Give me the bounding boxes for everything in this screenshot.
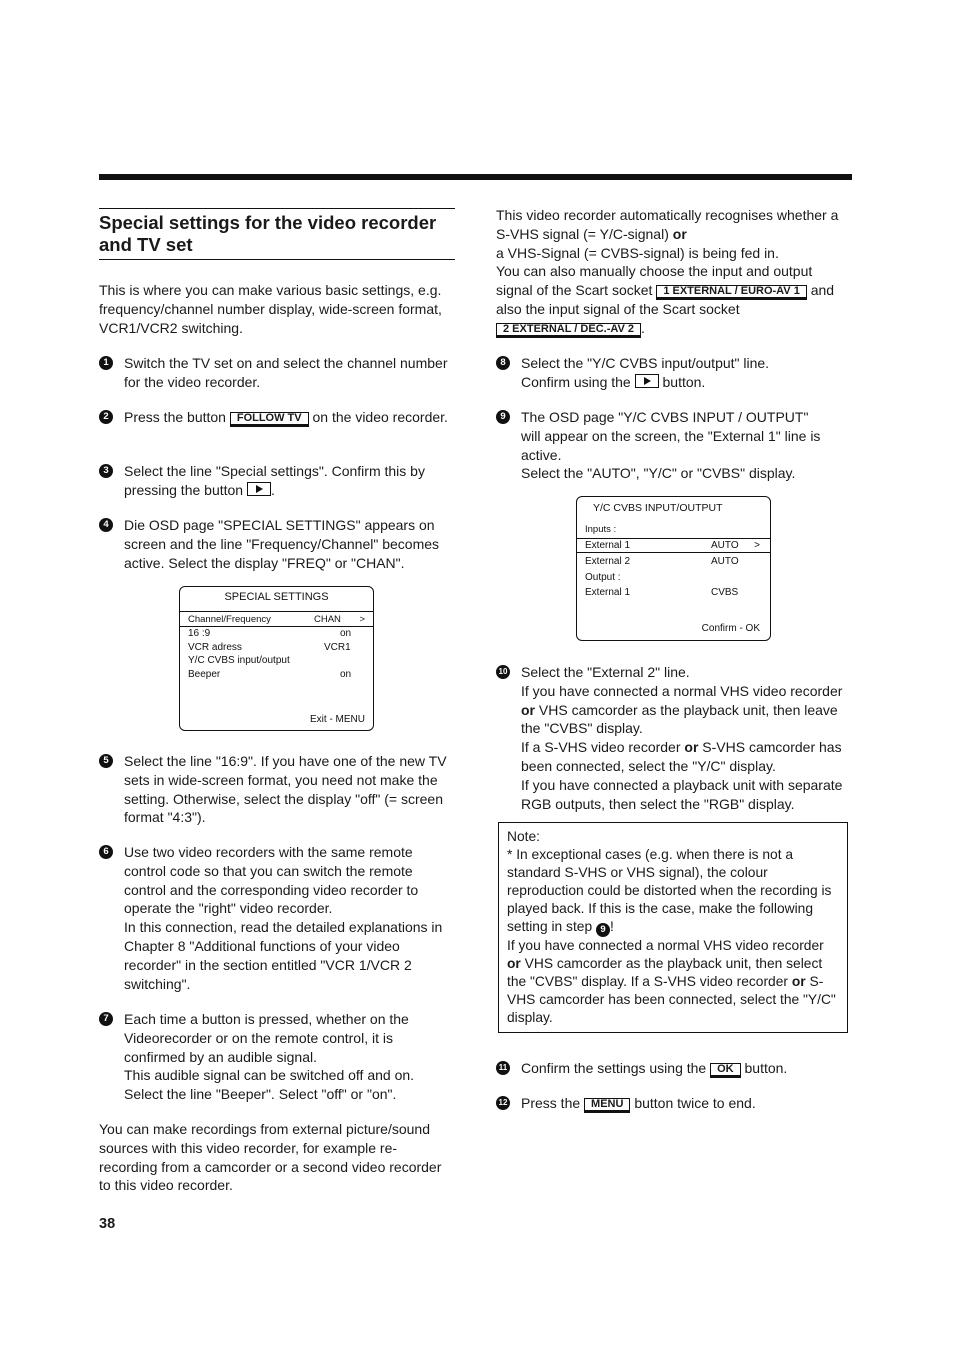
step-text: Select the line "Special settings". Confirm this by pressing the button bbox=[124, 463, 425, 498]
osd-row bbox=[188, 641, 365, 654]
step-text: button. bbox=[662, 373, 706, 390]
osd-row-active bbox=[585, 539, 762, 552]
osd-row-label: VCR adress bbox=[188, 642, 242, 653]
page-number: 38 bbox=[99, 1216, 116, 1232]
osd-footer: Exit - MENU bbox=[310, 714, 365, 725]
osd-row bbox=[188, 668, 365, 681]
outro-paragraph: You can make recordings from external picture/sound sources with this video recorder, for example re-recording from a camcorder or a second video recorder to this video recorder. bbox=[99, 1121, 442, 1194]
step-number: 11 bbox=[496, 1061, 510, 1075]
osd-divider bbox=[180, 611, 373, 612]
osd-row-active bbox=[188, 613, 365, 626]
top-rule bbox=[99, 174, 852, 180]
step-number: 7 bbox=[99, 1012, 113, 1026]
step-text: Select the line "16:9". If you have one of the new TV sets in wide-screen format, you need not make the setting. Otherwise, select the display "off" (= screen format "4:3"). bbox=[124, 753, 447, 826]
osd-row-value: AUTO bbox=[711, 540, 739, 551]
note-box bbox=[498, 822, 848, 1033]
osd-row-label: Y/C CVBS input/output bbox=[188, 655, 290, 666]
step-text: If you have connected a normal VHS video recorder bbox=[521, 682, 843, 699]
ext1-key: 1 EXTERNAL / EURO-AV 1 bbox=[656, 285, 807, 300]
intro-text: and also the input signal of the Scart socket bbox=[496, 282, 835, 318]
ok-key: OK bbox=[710, 1063, 741, 1078]
step-text: The OSD page "Y/C CVBS INPUT / OUTPUT" will appear on the screen, the "External 1" line is active. bbox=[521, 409, 821, 463]
osd-row bbox=[585, 586, 762, 599]
step-text: Press the bbox=[521, 1095, 581, 1111]
step-text: VHS camcorder as the playback unit, then leave the "CVBS" display. bbox=[521, 701, 838, 737]
step-number: 6 bbox=[99, 845, 113, 859]
osd-row-value: on bbox=[340, 669, 352, 680]
step-text: Switch the TV set on and select the channel number for the video recorder. bbox=[124, 355, 448, 390]
emphasis-or: or bbox=[791, 974, 806, 989]
ext2-key: 2 EXTERNAL / DEC.-AV 2 bbox=[496, 323, 641, 338]
step-text: S-VHS camcorder has been connected, select the "Y/C" display. bbox=[521, 739, 842, 774]
osd-inputs-label: Inputs : bbox=[585, 524, 617, 535]
step-number: 9 bbox=[496, 410, 510, 424]
step-text: Press the button bbox=[124, 409, 226, 425]
step-number: 10 bbox=[496, 665, 510, 679]
step-text: Select the "Y/C CVBS input/output" line. bbox=[521, 355, 770, 371]
arrow-right-icon: > bbox=[754, 540, 760, 551]
osd-row-label: Channel/Frequency bbox=[188, 614, 271, 625]
follow-tv-key: FOLLOW TV bbox=[230, 412, 309, 427]
step-text: . bbox=[270, 481, 275, 498]
step-text: This audible signal can be switched off and on. Select the line "Beeper". Select "off" or "on". bbox=[124, 1067, 415, 1103]
note-content: Note: * In exceptional cases (e.g. when there is not a standard S-VHS or VHS signal), the colour reproduction could be distorted when the recording is played back. If this is the case, make the following setting in step 9 ! If you have connected a normal VHS video recorder or VHS camcorder as the playback unit, then select the "CVBS" display. If a S-VHS video recorder or S-VHS camcorder has been connected, select the "Y/C" display. bbox=[507, 828, 841, 1027]
play-key-icon bbox=[247, 482, 271, 496]
step-text: If you have connected a playback unit with separate RGB outputs, then select the "RGB" display. bbox=[521, 776, 843, 812]
step-number: 1 bbox=[99, 356, 113, 370]
right-intro: This video recorder automatically recognises whether a S-VHS signal (= Y/C-signal) or a VHS-Signal (= CVBS-signal) is being fed in. You can also manually choose the input and output signal of the Scart socket 1 EXTERNAL / EURO-AV 1 and also the input signal of the Scart socket 2 EXTERNAL / DEC.-AV 2 . bbox=[496, 207, 839, 336]
step-text: Select the "AUTO", "Y/C" or "CVBS" display. bbox=[521, 465, 796, 482]
step-number: 4 bbox=[99, 518, 113, 532]
osd-row-label: External 1 bbox=[585, 587, 631, 598]
osd-footer: Confirm - OK bbox=[701, 623, 760, 634]
osd-row-value: AUTO bbox=[711, 556, 739, 567]
note-text: * In exceptional cases (e.g. when there is not a standard S-VHS or VHS signal), the colour reproduction could be distorted when the recording is played back. If this is the case, make the following setting in step bbox=[507, 847, 832, 934]
step-text: button. bbox=[744, 1060, 788, 1076]
osd-row-value: CHAN bbox=[314, 614, 341, 625]
step-text: Each time a button is pressed, whether on the Videorecorder or on the remote control, it is confirmed by an audible signal. bbox=[124, 1011, 409, 1065]
osd-special-settings bbox=[179, 586, 374, 731]
step-ref-badge: 9 bbox=[596, 923, 610, 937]
osd-row-label: External 1 bbox=[585, 540, 631, 551]
osd-row-label: External 2 bbox=[585, 556, 631, 567]
osd-title: Y/C CVBS INPUT/OUTPUT bbox=[593, 502, 723, 514]
osd-row-label: Beeper bbox=[188, 669, 221, 680]
osd-row-value: VCR1 bbox=[324, 642, 351, 653]
emphasis-or: or bbox=[672, 225, 687, 242]
step-text: Die OSD page "SPECIAL SETTINGS" appears on screen and the line "Frequency/Channel" becomes active. Select the display "FREQ" or "CHAN". bbox=[124, 517, 440, 571]
step-text: button twice to end. bbox=[634, 1095, 756, 1111]
step-text: Confirm using the bbox=[521, 373, 631, 390]
emphasis-or: or bbox=[521, 701, 535, 718]
step-text: Select the "External 2" line. bbox=[521, 664, 690, 680]
menu-key: MENU bbox=[584, 1098, 630, 1113]
step-text: Confirm the settings using the bbox=[521, 1060, 707, 1076]
arrow-right-icon: > bbox=[359, 614, 365, 625]
intro-text: You can also manually choose the input and output signal of the Scart socket bbox=[496, 263, 813, 299]
osd-row bbox=[188, 654, 365, 667]
osd-divider bbox=[577, 552, 770, 553]
step-text: If a S-VHS video recorder bbox=[521, 739, 681, 756]
play-key-icon bbox=[635, 374, 659, 388]
osd-row-label: 16 :9 bbox=[188, 628, 211, 639]
osd-row bbox=[188, 627, 365, 640]
osd-row-value: on bbox=[340, 628, 352, 639]
intro-text: This video recorder automatically recognises whether a S-VHS signal (= Y/C-signal) bbox=[496, 207, 839, 242]
note-text: If you have connected a normal VHS video recorder bbox=[507, 938, 824, 953]
step-number: 5 bbox=[99, 754, 113, 768]
osd-row-value: CVBS bbox=[711, 587, 739, 598]
step-number: 3 bbox=[99, 464, 113, 478]
intro-paragraph: This is where you can make various basic settings, e.g. frequency/channel number display, wide-screen format, VCR1/VCR2 switching. bbox=[99, 282, 442, 336]
note-text: S-VHS camcorder has been connected, select the "Y/C" display. bbox=[507, 974, 836, 1025]
step-number: 12 bbox=[496, 1096, 510, 1110]
osd-row bbox=[585, 555, 762, 568]
osd-yc-cvbs bbox=[576, 496, 771, 641]
note-text: VHS camcorder as the playback unit, then select the "CVBS" display. If a S-VHS video recorder bbox=[507, 956, 823, 989]
step-text: In this connection, read the detailed explanations in Chapter 8 "Additional functions of your video recorder" in the section entitled "VCR 1/VCR 2 switching". bbox=[124, 919, 443, 992]
step-number: 8 bbox=[496, 356, 510, 370]
step-text: on the video recorder. bbox=[312, 409, 448, 425]
step-number: 2 bbox=[99, 410, 113, 424]
osd-title: SPECIAL SETTINGS bbox=[224, 591, 329, 603]
note-title: Note: bbox=[507, 829, 540, 844]
emphasis-or: or bbox=[684, 739, 699, 756]
step-text: Use two video recorders with the same remote control code so that you can switch the remote control and the corresponding video recorder to operate the "right" video recorder. bbox=[124, 844, 419, 917]
osd-output-label: Output : bbox=[585, 572, 621, 583]
emphasis-or: or bbox=[507, 956, 521, 971]
page-title: Special settings for the video recorder and TV set bbox=[99, 208, 455, 260]
intro-text: a VHS-Signal (= CVBS-signal) is being fed in. bbox=[496, 244, 779, 261]
